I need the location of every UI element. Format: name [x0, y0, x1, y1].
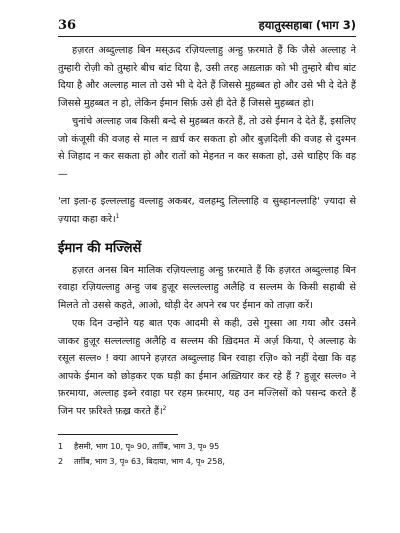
- footnote-number: 1: [58, 442, 64, 451]
- footnote-ref-2: 2: [162, 404, 167, 412]
- footnote-1: [58, 439, 220, 454]
- page-number: 36: [58, 18, 77, 33]
- page-header: [58, 18, 356, 37]
- footnote-number: 2: [58, 457, 64, 466]
- paragraph-2: चुनांचे अल्लाह जब किसी बन्दे से मुहब्बत करते हैं, तो उसे ईमान दे देते हैं, इसलिए जो कंजूसी की वजह से माल न ख़र्च कर सकता हो और बुज़दिली की वजह से दुश्मन से जिहाद न कर सकता हो और रातों को मेहनत न कर सकता हो, उसे चाहिए कि वह—: [58, 116, 356, 180]
- quote-text: 'ला इला-ह इल्लल्लाहु वल्लाहु अकबर, वलहम्दु लिल्लाहि व सुब्हानल्लाहि' ज़्यादा से ज़्यादा कहा करे।: [58, 196, 356, 225]
- paragraph-1: हज़रत अब्दुल्लाह बिन मस्ऊद रज़ियल्लाहु अन्हु फ़रमाते हैं कि जैसे अल्लाह ने तुम्हारी रोज़ी को तुम्हारे बीच बांट दिया है, उसी तरह अख़्लाक़ को भी तुम्हारे बीच बांट दिया है और अल्लाह माल तो उसे भी दे देते हैं जिससे मुहब्बत हो और उसे भी दे देते हैं जिससे मुहब्बत न हो, लेकिन ईमान सिर्फ़ उसे ही देते हैं जिससे मुहब्बत हो।: [58, 45, 356, 109]
- book-page: [58, 18, 356, 469]
- running-head: हयातुस्सहाबा (भाग 3): [258, 18, 356, 32]
- paragraph-4-text: एक दिन उन्होंने यह बात एक आदमी से कही, उसे गुस्सा आ गया और उसने जाकर हुज़ूर सल्लल्लाहु अलैहि व सल्लम की ख़िदमत में अर्ज़ किया, ऐ अल्लाह के रसूल सल्ल० ! क्या आपने हज़रत अब्दुल्लाह बिन रवाहा रज़ि० को नहीं देखा कि वह आपके ईमान को छोड़कर एक घड़ी का ईमान अख़्तियार कर रहे हैं ? हुज़ूर सल्ल० ने फ़रमाया, अल्लाह इब्ने रवाहा पर रहम फ़रमाए, यह उन मज्लिसों को पसन्द करते हैं जिन पर फ़रिश्ते फ़ख़्र करते हैं।: [58, 318, 356, 417]
- section-heading: ईमान की मज्लिसें: [58, 241, 142, 256]
- footnote-2: [58, 454, 225, 469]
- page-body: [58, 42, 356, 420]
- kalima-quote: [58, 193, 356, 228]
- footnote-text: तर्ग़ीब, भाग 3, पृ० 63, बिदाया, भाग 4, पृ० 258,: [74, 457, 225, 466]
- paragraph-3: हज़रत अनस बिन मालिक रज़ियल्लाहु अन्हु फ़रमाते हैं कि हज़रत अब्दुल्लाह बिन रवाहा रज़ियल्लाहु अन्हु जब हुज़ूर सल्लल्लाहु अलैहि व सल्लम के किसी सहाबी से मिलते तो उससे कहते, आओ, थोड़ी देर अपने रब पर ईमान को ताज़ा करें।: [58, 264, 356, 311]
- footnotes: [58, 434, 225, 469]
- footnote-text: हैसमी, भाग 10, पृ० 90, तर्ग़ीब, भाग 3, पृ० 95: [74, 442, 220, 451]
- footnote-ref-1: 1: [115, 212, 120, 220]
- paragraph-4: [58, 315, 356, 420]
